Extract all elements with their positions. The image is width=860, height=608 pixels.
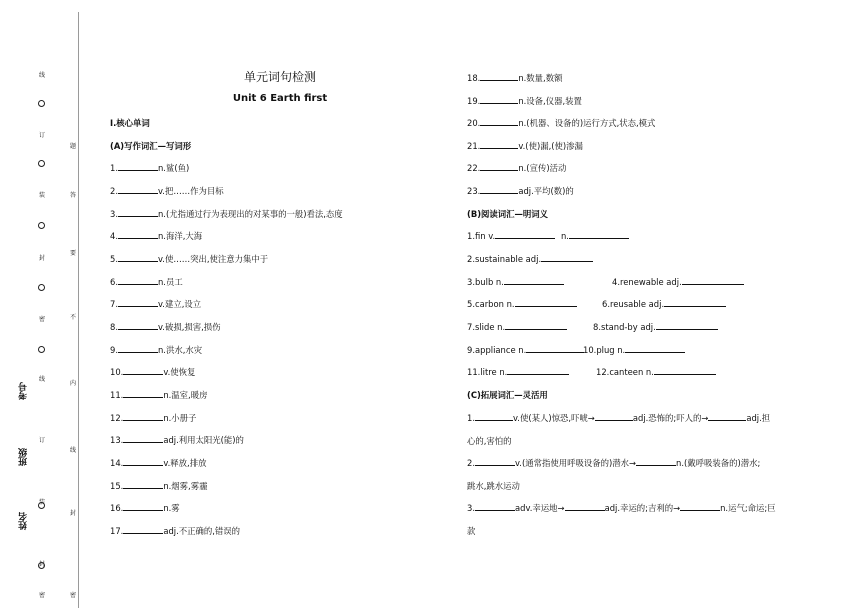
vocab-item <box>110 457 206 469</box>
expansion-item <box>467 457 760 469</box>
page-title: 单元词句检测 <box>243 70 316 84</box>
vocab-item <box>467 117 655 129</box>
item-number: 14. <box>110 458 124 468</box>
answer-blank[interactable] <box>480 117 518 126</box>
item-definition: n.设备,仪器,装置 <box>518 96 582 106</box>
item-word: 12.canteen n. <box>596 367 654 377</box>
item-definition: n.员工 <box>158 277 183 287</box>
answer-blank[interactable] <box>118 208 158 217</box>
item-word: 6.reusable adj. <box>602 299 665 309</box>
item-text: adj.恐怖的;吓人的→ <box>632 413 709 423</box>
vocab-item <box>110 389 207 401</box>
answer-blank[interactable] <box>118 230 158 239</box>
vocab-item <box>467 72 562 84</box>
answer-blank[interactable] <box>682 276 744 285</box>
heading-text: Ⅰ.核心单词 <box>110 118 150 128</box>
vocab-item <box>110 162 189 174</box>
vocab-item <box>110 412 196 424</box>
vocab-item <box>467 162 566 174</box>
vocab-item <box>110 185 224 197</box>
vocab-item <box>110 480 207 492</box>
page-subtitle: Unit 6 Earth first <box>232 93 328 104</box>
item-word: 8.stand-by adj. <box>593 322 656 332</box>
vocab-item <box>110 208 343 220</box>
binding-circle <box>38 502 45 509</box>
vocab-item <box>110 253 268 265</box>
binding-char: 线 <box>69 447 76 454</box>
item-definition: n.海洋,大海 <box>158 231 203 241</box>
item-definition: n.(宣传)活动 <box>518 163 567 173</box>
item-text: 1. <box>467 413 475 423</box>
answer-blank[interactable] <box>680 502 720 511</box>
item-definition: adj.不正确的,错误的 <box>163 526 241 536</box>
binding-char: 订 <box>38 437 45 444</box>
reading-item <box>596 366 716 377</box>
item-number: 2. <box>110 186 118 196</box>
item-number: 22. <box>467 163 481 173</box>
reading-item <box>593 321 718 332</box>
answer-blank[interactable] <box>123 457 163 466</box>
reading-item <box>612 276 744 287</box>
binding-char: 订 <box>38 132 45 139</box>
answer-blank[interactable] <box>480 185 518 194</box>
item-number: 21. <box>467 141 481 151</box>
class-label: 班级 <box>19 448 29 466</box>
item-word: 9.appliance n. <box>467 345 527 355</box>
answer-blank[interactable] <box>123 366 163 375</box>
binding-line <box>78 12 79 608</box>
answer-blank[interactable] <box>118 321 158 330</box>
answer-blank[interactable] <box>118 298 158 307</box>
item-word: 1.fin v. <box>467 231 496 241</box>
vocab-item <box>110 525 240 537</box>
item-number: 8. <box>110 322 118 332</box>
item-definition: v.使恢复 <box>163 367 196 377</box>
item-definition: n.烟雾,雾霾 <box>163 481 208 491</box>
item-number: 7. <box>110 299 118 309</box>
binding-char: 不 <box>69 314 76 321</box>
reading-item <box>602 298 726 309</box>
binding-char: 封 <box>38 561 45 568</box>
binding-char: 密 <box>38 316 45 323</box>
item-number: 1. <box>110 163 118 173</box>
reading-item <box>467 321 567 332</box>
binding-char: 线 <box>38 72 45 79</box>
item-text: n.运气;命运;巨 <box>720 503 776 513</box>
item-text: v.使(某人)惊恐,吓唬→ <box>513 413 595 423</box>
binding-char: 要 <box>69 250 76 257</box>
binding-char: 封 <box>69 510 76 517</box>
binding-circle <box>38 222 45 229</box>
item-number: 19. <box>467 96 481 106</box>
item-number: 18. <box>467 73 481 83</box>
item-word: 4.renewable adj. <box>612 277 682 287</box>
answer-blank[interactable] <box>480 95 518 104</box>
reading-item <box>467 230 555 241</box>
exam-number-label: 考号 <box>19 382 29 400</box>
reading-item <box>467 366 569 377</box>
answer-blank[interactable] <box>118 276 158 285</box>
answer-blank[interactable] <box>569 230 629 239</box>
expansion-item-continued: 款 <box>467 526 476 536</box>
answer-blank[interactable] <box>123 480 163 489</box>
item-definition: v.(使)漏,(使)渗漏 <box>518 141 583 151</box>
answer-blank[interactable] <box>515 298 577 307</box>
item-text: 2. <box>467 458 475 468</box>
answer-blank[interactable] <box>480 162 518 171</box>
item-definition: v.破损,损害,损伤 <box>158 322 221 332</box>
item-number: 15. <box>110 481 124 491</box>
vocab-item <box>110 366 195 378</box>
section-heading <box>110 140 191 152</box>
item-word: 3.bulb n. <box>467 277 504 287</box>
item-number: 4. <box>110 231 118 241</box>
item-text: adj.幸运的;吉利的→ <box>604 503 681 513</box>
item-definition: n.温室,暖房 <box>163 390 208 400</box>
item-definition: v.建立,设立 <box>158 299 202 309</box>
answer-blank[interactable] <box>118 253 158 262</box>
answer-blank[interactable] <box>475 457 515 466</box>
section-heading: (C)拓展词汇—灵活用 <box>467 390 548 400</box>
answer-blank[interactable] <box>526 344 584 353</box>
vocab-item <box>110 321 221 333</box>
vocab-item <box>467 140 583 152</box>
answer-blank[interactable] <box>475 502 515 511</box>
item-definition: v.使……突出,使注意力集中于 <box>158 254 269 264</box>
answer-blank[interactable] <box>118 185 158 194</box>
item-number: 16. <box>110 503 124 513</box>
answer-blank[interactable] <box>625 344 685 353</box>
item-definition: n.(机器、设备的)运行方式,状态,模式 <box>518 118 656 128</box>
reading-item <box>467 344 584 355</box>
item-word: 11.litre n. <box>467 367 508 377</box>
answer-blank[interactable] <box>654 366 716 375</box>
answer-blank[interactable] <box>656 321 718 330</box>
item-definition: n.数量,数额 <box>518 73 563 83</box>
answer-blank[interactable] <box>504 276 564 285</box>
answer-blank[interactable] <box>480 140 518 149</box>
section-heading <box>110 117 150 129</box>
expansion-item-continued: 心的,害怕的 <box>467 436 512 446</box>
binding-margin <box>0 0 80 608</box>
reading-item <box>467 276 564 287</box>
item-definition: n.(尤指通过行为表现出的对某事的一般)看法,态度 <box>158 209 343 219</box>
answer-blank[interactable] <box>664 298 726 307</box>
reading-item <box>467 253 593 264</box>
expansion-item-continued: 跳水,跳水运动 <box>467 481 520 491</box>
answer-blank[interactable] <box>636 457 676 466</box>
answer-blank[interactable] <box>495 230 555 239</box>
answer-blank[interactable] <box>475 412 513 421</box>
item-number: 10. <box>110 367 124 377</box>
item-definition: v.把……作为目标 <box>158 186 224 196</box>
item-number: 20. <box>467 118 481 128</box>
item-text: n.(戴呼吸装备的)潜水; <box>676 458 761 468</box>
item-word: 10.plug n. <box>583 345 626 355</box>
answer-blank[interactable] <box>541 253 593 262</box>
answer-blank[interactable] <box>123 412 163 421</box>
binding-circle <box>38 100 45 107</box>
binding-circle <box>38 562 45 569</box>
item-number: 17. <box>110 526 124 536</box>
binding-char: 密 <box>38 592 45 599</box>
answer-blank[interactable] <box>123 525 163 534</box>
expansion-item <box>467 412 770 424</box>
answer-blank[interactable] <box>118 162 158 171</box>
item-text: adj.担 <box>746 413 771 423</box>
item-number: 3. <box>110 209 118 219</box>
item-text: adv.幸运地→ <box>515 503 565 513</box>
binding-char: 装 <box>38 192 45 199</box>
answer-blank[interactable] <box>507 366 569 375</box>
binding-char: 封 <box>38 255 45 262</box>
item-word: n. <box>561 231 569 241</box>
answer-blank[interactable] <box>505 321 567 330</box>
item-definition: n.雾 <box>163 503 180 513</box>
item-number: 23. <box>467 186 481 196</box>
answer-blank[interactable] <box>708 412 746 421</box>
item-number: 5. <box>110 254 118 264</box>
reading-item <box>467 298 577 309</box>
answer-blank[interactable] <box>565 502 605 511</box>
item-number: 11. <box>110 390 124 400</box>
item-definition: n.鲨(鱼) <box>158 163 190 173</box>
item-number: 6. <box>110 277 118 287</box>
answer-blank[interactable] <box>480 72 518 81</box>
vocab-item <box>110 344 202 356</box>
vocab-item <box>110 434 244 446</box>
vocab-item <box>467 185 574 197</box>
answer-blank[interactable] <box>595 412 633 421</box>
vocab-item <box>110 502 180 514</box>
binding-circle <box>38 284 45 291</box>
item-word: 7.slide n. <box>467 322 506 332</box>
item-number: 13. <box>110 435 124 445</box>
item-text: 3. <box>467 503 475 513</box>
item-definition: n.小册子 <box>163 413 197 423</box>
item-definition: adj.利用太阳光(能)的 <box>163 435 244 445</box>
answer-blank[interactable] <box>123 502 163 511</box>
vocab-item <box>110 230 202 242</box>
reading-item <box>583 344 685 355</box>
binding-char: 线 <box>38 376 45 383</box>
item-number: 9. <box>110 345 118 355</box>
answer-blank[interactable] <box>123 389 163 398</box>
expansion-item <box>467 502 776 514</box>
item-definition: v.释放,排放 <box>163 458 207 468</box>
binding-circle <box>38 160 45 167</box>
binding-char: 题 <box>69 143 76 150</box>
binding-char: 装 <box>38 499 45 506</box>
binding-char: 内 <box>69 380 76 387</box>
vocab-item <box>467 95 582 107</box>
name-label: 姓名 <box>19 512 29 530</box>
section-heading: (B)阅读词汇—明词义 <box>467 209 549 219</box>
answer-blank[interactable] <box>118 344 158 353</box>
item-word: 5.carbon n. <box>467 299 515 309</box>
binding-circle <box>38 346 45 353</box>
item-definition: adj.平均(数)的 <box>518 186 574 196</box>
heading-text: (A)写作词汇—写词形 <box>110 141 192 151</box>
item-text: v.(通常指使用呼吸设备的)潜水→ <box>515 458 637 468</box>
answer-blank[interactable] <box>123 434 163 443</box>
item-word: 2.sustainable adj. <box>467 254 542 264</box>
vocab-item <box>110 298 201 310</box>
item-definition: n.洪水,水灾 <box>158 345 203 355</box>
binding-char: 答 <box>69 192 76 199</box>
reading-item <box>561 230 629 241</box>
item-number: 12. <box>110 413 124 423</box>
binding-char: 密 <box>69 592 76 599</box>
vocab-item <box>110 276 183 288</box>
